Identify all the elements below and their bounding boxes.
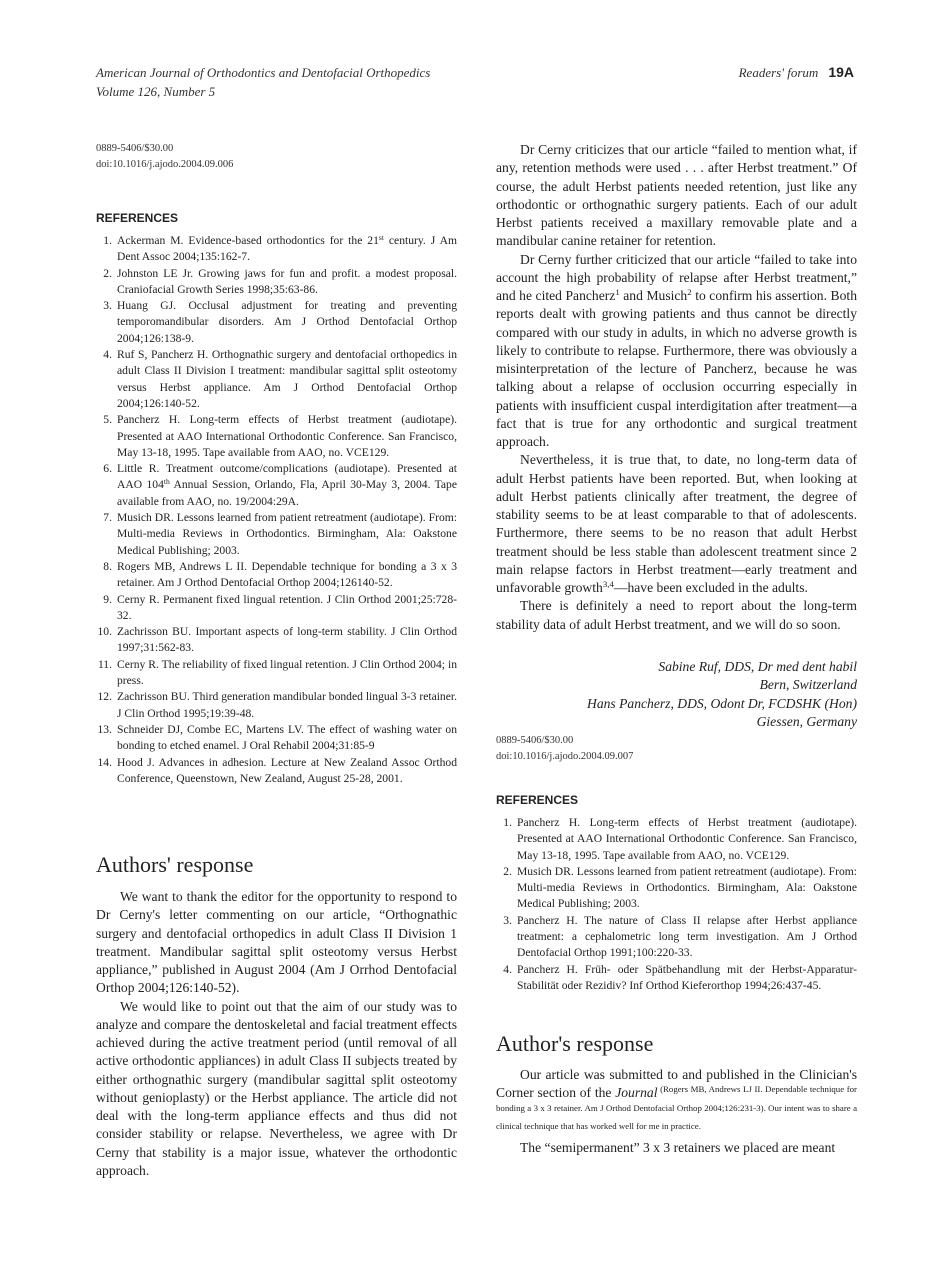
reference-text: Ruf S, Pancherz H. Orthognathic surgery and dentofacial orthopedics in adult Class II Division I treatment: mandibular sagittal split osteotomy versus Herbst appliance. Am J Orthod Dentofacial Orthop 2004;126:140-52. xyxy=(117,348,457,410)
doi: doi:10.1016/j.ajodo.2004.09.007 xyxy=(496,751,634,762)
reference-item xyxy=(96,233,457,266)
reference-number: 14. xyxy=(97,755,112,769)
doi: doi:10.1016/j.ajodo.2004.09.006 xyxy=(96,159,234,170)
reference-text: Pancherz H. Long-term effects of Herbst treatment (audiotape). Presented at AAO International Orthodontic Conference. San Francisco, May 13-18, 1995. Tape available from AAO, no. VCE129. xyxy=(517,816,857,862)
reference-number: 4. xyxy=(503,962,512,976)
page-number: 19A xyxy=(828,64,854,80)
reference-item xyxy=(96,592,457,625)
section-title: Author's response xyxy=(496,1031,654,1056)
references-heading: REFERENCES xyxy=(496,793,579,807)
reference-text: Cerny R. Permanent fixed lingual retention. J Clin Orthod 2001;25:728-32. xyxy=(117,592,457,622)
reference-number: 2. xyxy=(503,864,512,878)
reference-text: Pancherz H. Long-term effects of Herbst treatment (audiotape). Presented at AAO International Orthodontic Conference. San Francisco, May 13-18, 1995. Tape available from AAO, no. VCE129. xyxy=(117,413,457,459)
journal-name: Journal xyxy=(615,1085,658,1101)
section-title: Authors' response xyxy=(96,852,254,877)
paragraph-text: Nevertheless, it is true that, to date, no long-term data of adult Herbst patients have been reported. But, when looking at adult Herbst patients clinically after treatment, the degree of stability seems to be at least comparable to that of adolescents. Furthermore, there seems to be no reason that adult Herbst treatment should be less stable than adolescent treatment since 2 main relapse factors in Herbst treatment—early treatment and unfavorable growth xyxy=(496,452,857,595)
reference-text: Pancherz H. Früh- oder Spätbehandlung mit der Herbst-Apparatur-Stabilität oder Rezidiv? Inf Orthod Kieferorthop 1994;26:437-45. xyxy=(517,962,857,992)
running-header-left xyxy=(96,63,430,101)
paragraph xyxy=(496,1066,857,1139)
reference-number: 5. xyxy=(103,413,112,427)
reference-item xyxy=(96,624,457,657)
article-identifiers xyxy=(96,141,233,173)
reference-item xyxy=(96,461,457,510)
reference-number: 1. xyxy=(503,816,512,829)
reference-item xyxy=(496,962,857,995)
paragraph-text: There is definitely a need to report about the long-term stability data of adult Herbst treatment, and we will do so soon. xyxy=(496,598,857,632)
reference-item xyxy=(96,298,457,347)
reference-item xyxy=(96,412,457,461)
reference-item xyxy=(96,722,457,755)
reference-number: 8. xyxy=(103,559,112,573)
author-location: Bern, Switzerland xyxy=(759,677,857,693)
article-identifiers xyxy=(496,733,633,765)
reference-item xyxy=(496,913,857,962)
paragraph-text: —have been excluded in the adults. xyxy=(613,580,808,595)
references-heading: REFERENCES xyxy=(96,211,179,225)
journal-title: American Journal of Orthodontics and Dentofacial Orthopedics xyxy=(96,65,431,80)
paragraph-text: We want to thank the editor for the opportunity to respond to Dr Cerny's letter commenting on our article, “Orthognathic surgery and dentofacial orthopedics in adult Class II Division 1 treatment. Mandibular sagittal split osteotomy versus Herbst appliance,” published in August 2004 (Am J Orrhod Dentofacial Orthop 2004;126:140-52). xyxy=(96,889,457,996)
author-location: Giessen, Germany xyxy=(756,713,857,729)
references-list xyxy=(496,815,857,994)
paragraph xyxy=(496,451,857,597)
reference-text: Musich DR. Lessons learned from patient retreatment (audiotape). From: Multi-media Reviews in Orthodontics. Birmingham, Ala: Oakstone Medical Publishing; 2003. xyxy=(117,511,457,557)
paragraph xyxy=(496,1139,857,1157)
reference-item xyxy=(96,689,457,722)
reference-item xyxy=(96,657,457,690)
reference-number: 10. xyxy=(97,625,112,639)
reference-text: Annual Session, Orlando, Fla, April 30-May 3, 2004. Tape available from AAO, no. 19/2004:29A. xyxy=(117,478,457,508)
reference-number: 12. xyxy=(97,690,112,704)
article-body xyxy=(496,1066,857,1157)
paragraph-text: to confirm his assertion. Both reports dealt with growing patients and thus cannot be directly compared with our study in adults, in which no adverse growth is likely to contribute to relapse. Furthermore, there was obviously a misinterpretation of the lecture of Pancherz, because he was talking about a relapse of occlusion occurring especially in patients with insufficient cuspal interdigitation after treatment—a fact that is true for any orthodontic and surgical treatment approach. xyxy=(496,288,857,449)
reference-text: Little R. Treatment outcome/complications (audiotape). Presented at AAO 104 xyxy=(117,462,457,492)
paragraph-text: Dr Cerny further criticized that our article “failed to take into account the high probability of relapse after Herbst treatment,” and he cited Pancherz xyxy=(496,251,857,303)
reference-number: 13. xyxy=(97,722,112,736)
reference-item xyxy=(496,815,857,864)
signature-block xyxy=(496,658,857,731)
reference-item xyxy=(96,755,457,788)
reference-text: Pancherz H. The nature of Class II relapse after Herbst appliance treatment: a cephalometric long term investigation. Am J Orthod Dentofacial Orthop 1991;100:220-33. xyxy=(517,913,857,960)
superscript: th xyxy=(163,477,170,487)
reference-number: 3. xyxy=(503,913,512,927)
reference-item xyxy=(96,266,457,299)
reference-number: 7. xyxy=(103,511,112,525)
reference-text: Musich DR. Lessons learned from patient retreatment (audiotape). From: Multi-media Reviews in Orthodontics. Birmingham, Ala: Oakstone Medical Publishing; 2003. xyxy=(517,864,857,911)
price-code: 0889-5406/$30.00 xyxy=(96,143,174,154)
price-code: 0889-5406/$30.00 xyxy=(496,735,574,746)
paragraph-text: We would like to point out that the aim of our study was to analyze and compare the dentoskeletal and facial treatment effects achieved during the active treatment period (until removal of all active orthodontic appliances) in adult Class II subjects treated by either orthognathic surgery (mandibular sagittal split osteotomy without genioplasty) or the Herbst appliance. The article did not deal with the long-term appliance effects and thus did not consider stability or relapse. Nevertheless, we agree with Dr Cerny that stability is a major issue, whatever the orthodontic approach. xyxy=(96,998,457,1178)
paragraph xyxy=(96,998,457,1181)
superscript: st xyxy=(378,232,384,242)
reference-text: Ackerman M. Evidence-based orthodontics for the 21 xyxy=(117,234,379,247)
citation-superscript: 2 xyxy=(687,287,692,298)
paragraph xyxy=(496,597,857,634)
reference-text: Huang GJ. Occlusal adjustment for treating and preventing temporomandibular disorders. Am J Orthod Dentofacial Orthop 2004;126:138-9. xyxy=(117,299,457,345)
reference-text: Rogers MB, Andrews L II. Dependable technique for bonding a 3 x 3 retainer. Am J Orthod Dentofacial Orthop 2004;126140-52. xyxy=(117,559,457,590)
reference-text: century. J Am Dent Assoc 2004;135:162-7. xyxy=(117,234,457,264)
reference-item xyxy=(96,347,457,412)
reference-item xyxy=(496,864,857,913)
paragraph-text: The “semipermanent” 3 x 3 retainers we placed are meant xyxy=(520,1140,836,1155)
paragraph xyxy=(496,141,857,251)
reference-item xyxy=(96,510,457,559)
section-name: Readers' forum xyxy=(738,65,819,80)
reference-text: Zachrisson BU. Important aspects of long-term stability. J Clin Orthod 1997;31:562-83. xyxy=(117,625,457,655)
paragraph xyxy=(96,888,457,998)
reference-number: 6. xyxy=(103,462,112,476)
paragraph-text: Dr Cerny criticizes that our article “failed to mention what, if any, retention methods were used . . . after Herbst treatment.” Of course, the adult Herbst patients needed retention, just like any orthodontic or orthognathic surgery patients. Each of our adult Herbst patients received a maxillary removable plate and a mandibular canine retainer for retention. xyxy=(496,142,857,249)
reference-text: Schneider DJ, Combe EC, Martens LV. The effect of washing water on bonding to etched enamel. J Oral Rehabil 2004;31:85-9 xyxy=(117,722,457,753)
citation-superscript: 1 xyxy=(615,287,620,298)
paragraph xyxy=(496,251,857,452)
citation-superscript: 3,4 xyxy=(602,579,614,590)
article-body-continued xyxy=(496,141,857,634)
running-header-right xyxy=(739,63,854,82)
reference-number: 2. xyxy=(103,266,112,280)
article-body xyxy=(96,888,457,1180)
paragraph-text: and Musich xyxy=(619,288,688,303)
paragraph-text: Our article was submitted to and published in the Clinician's Corner section of the xyxy=(496,1067,857,1101)
author-name: Sabine Ruf, DDS, Dr med dent habil xyxy=(658,659,857,674)
reference-number: 3. xyxy=(103,299,112,313)
reference-text: Zachrisson BU. Third generation mandibular bonded lingual 3-3 retainer. J Clin Orthod 1995;19:39-48. xyxy=(117,690,457,720)
reference-text: Cerny R. The reliability of fixed lingual retention. J Clin Orthod 2004; in press. xyxy=(117,657,457,688)
reference-text: Johnston LE Jr. Growing jaws for fun and profit. a modest proposal. Craniofacial Growth Series 1998;35:63-86. xyxy=(117,266,457,296)
reference-number: 4. xyxy=(103,348,112,362)
reference-number: 1. xyxy=(103,234,112,247)
journal-volume: Volume 126, Number 5 xyxy=(96,84,216,99)
citation-superscript: (Rogers MB, Andrews LJ II. Dependable technique for bonding a 3 x 3 retainer. Am J Orthod Dentofacial Orthop 2004;126:231-3). Our intent was to share a clinical technique that has worked well for me in practice. xyxy=(496,1084,857,1131)
reference-number: 9. xyxy=(103,592,112,606)
reference-text: Hood J. Advances in adhesion. Lecture at New Zealand Assoc Orthod Conference, Queenstown, New Zealand, August 25-28, 2001. xyxy=(117,755,457,785)
reference-item xyxy=(96,559,457,592)
author-name: Hans Pancherz, DDS, Odont Dr, FCDSHK (Hon) xyxy=(587,695,857,711)
reference-number: 11. xyxy=(97,657,112,671)
references-list xyxy=(96,233,457,787)
